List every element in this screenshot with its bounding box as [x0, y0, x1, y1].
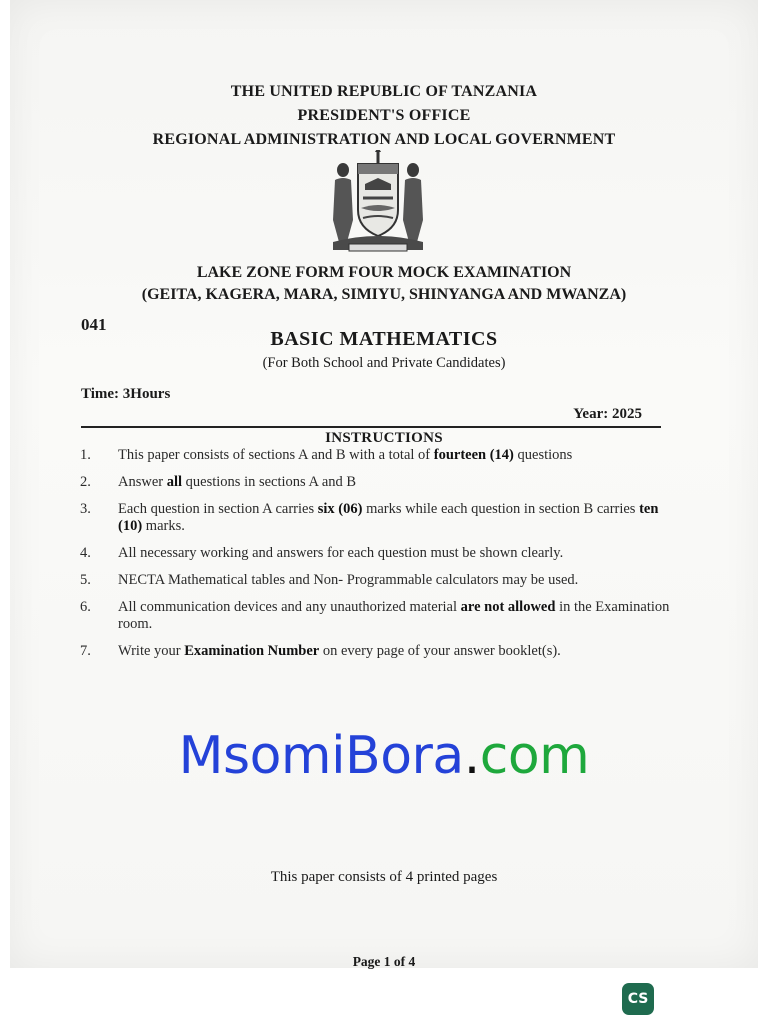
- item-text: This paper consists of sections A and B with a total of: [118, 447, 434, 463]
- subject-block: [10, 328, 758, 372]
- item-text: marks.: [142, 518, 185, 534]
- item-text: Each question in section A carries: [118, 501, 318, 517]
- exam-regions: (GEITA, KAGERA, MARA, SIMIYU, SHINYANGA AND MWANZA): [141, 286, 627, 303]
- exam-paper-sheet: [10, 0, 758, 968]
- list-item: [80, 572, 670, 589]
- item-bold: Examination Number: [184, 643, 320, 659]
- item-text: All necessary working and answers for each question must be shown clearly.: [118, 545, 564, 561]
- item-bold: ten (10): [118, 501, 659, 534]
- item-text: Write your: [118, 643, 185, 659]
- watermark-dot: .: [463, 726, 480, 786]
- item-text: in the Examination room.: [118, 599, 670, 632]
- item-bold: are not allowed: [460, 599, 556, 615]
- coat-of-arms-icon: [323, 150, 433, 255]
- list-item: [80, 643, 670, 660]
- item-text: NECTA Mathematical tables and Non- Programmable calculators may be used.: [118, 572, 579, 588]
- item-number: 5.: [80, 572, 91, 588]
- item-bold: fourteen (14): [433, 447, 514, 463]
- subject-code: 041: [81, 315, 107, 334]
- list-item: [80, 447, 670, 464]
- exam-title: LAKE ZONE FORM FOUR MOCK EXAMINATION: [196, 264, 572, 281]
- item-text: questions: [513, 447, 573, 463]
- item-text: All communication devices and any unauthorized material: [118, 599, 461, 615]
- item-text: Answer: [118, 474, 167, 490]
- exam-year: Year: 2025: [573, 406, 642, 422]
- item-text: on every page of your answer booklet(s).: [319, 643, 561, 659]
- item-number: 1.: [80, 447, 91, 463]
- printed-pages-note: This paper consists of 4 printed pages: [270, 869, 498, 885]
- page-number: Page 1 of 4: [352, 954, 416, 969]
- subject-name: BASIC MATHEMATICS: [270, 328, 498, 350]
- item-number: 6.: [80, 599, 91, 615]
- item-number: 7.: [80, 643, 91, 659]
- item-number: 3.: [80, 501, 91, 517]
- header-line-3: REGIONAL ADMINISTRATION AND LOCAL GOVERNMENT: [152, 131, 616, 148]
- candidates-note: (For Both School and Private Candidates): [262, 355, 506, 371]
- item-bold: six (06): [317, 501, 363, 517]
- camscanner-badge-icon: CS: [622, 983, 654, 1015]
- item-text: questions in sections A and B: [182, 474, 357, 490]
- list-item: [80, 545, 670, 562]
- watermark-part-2: com: [479, 726, 590, 786]
- item-number: 2.: [80, 474, 91, 490]
- msomibora-watermark: [10, 726, 758, 786]
- document-header: [10, 80, 758, 152]
- header-line-1: THE UNITED REPUBLIC OF TANZANIA: [230, 83, 538, 100]
- watermark-part-1: MsomiBora: [178, 726, 464, 786]
- exam-title-block: [10, 262, 758, 306]
- instructions-title: INSTRUCTIONS: [325, 430, 443, 446]
- item-number: 4.: [80, 545, 91, 561]
- list-item: [80, 599, 670, 633]
- exam-time: Time: 3Hours: [81, 386, 171, 402]
- item-bold: all: [166, 474, 183, 490]
- instructions-list: [80, 447, 670, 670]
- header-divider: [81, 426, 661, 428]
- header-line-2: PRESIDENT'S OFFICE: [297, 107, 471, 124]
- item-text: marks while each question in section B carries: [362, 501, 640, 517]
- list-item: [80, 501, 670, 535]
- list-item: [80, 474, 670, 491]
